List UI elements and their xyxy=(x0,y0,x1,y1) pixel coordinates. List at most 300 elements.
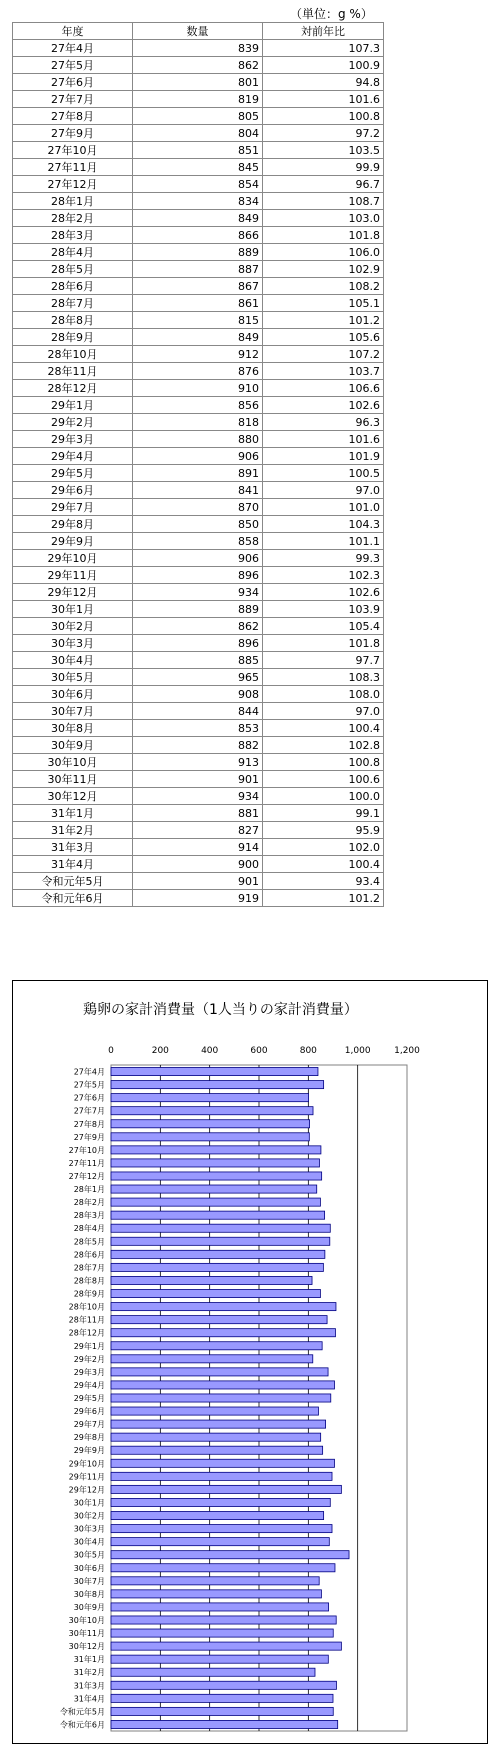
table-row xyxy=(13,499,384,516)
cell-quantity: 887 xyxy=(133,261,263,278)
cell-period: 28年10月 xyxy=(13,346,133,363)
header-quantity: 数量 xyxy=(133,23,263,40)
cell-quantity: 866 xyxy=(133,227,263,244)
cell-yoy: 101.2 xyxy=(263,890,384,907)
cell-yoy: 106.6 xyxy=(263,380,384,397)
table-row xyxy=(13,856,384,873)
table-row xyxy=(13,329,384,346)
cell-quantity: 862 xyxy=(133,57,263,74)
y-tick-label: 30年12月 xyxy=(68,1642,105,1652)
cell-quantity: 901 xyxy=(133,873,263,890)
y-tick-label: 31年1月 xyxy=(73,1655,105,1665)
cell-quantity: 965 xyxy=(133,669,263,686)
cell-yoy: 97.0 xyxy=(263,703,384,720)
y-tick-label: 30年3月 xyxy=(73,1524,105,1534)
cell-yoy: 103.7 xyxy=(263,363,384,380)
cell-period: 29年4月 xyxy=(13,448,133,465)
cell-yoy: 108.0 xyxy=(263,686,384,703)
cell-yoy: 103.0 xyxy=(263,210,384,227)
table-row xyxy=(13,839,384,856)
y-tick-label: 29年6月 xyxy=(73,1407,105,1417)
cell-quantity: 827 xyxy=(133,822,263,839)
cell-quantity: 801 xyxy=(133,74,263,91)
cell-quantity: 844 xyxy=(133,703,263,720)
cell-quantity: 889 xyxy=(133,244,263,261)
cell-yoy: 101.6 xyxy=(263,431,384,448)
bar xyxy=(111,1342,322,1350)
y-tick-label: 29年10月 xyxy=(68,1459,105,1469)
y-tick-label: 27年11月 xyxy=(68,1158,105,1168)
bar xyxy=(111,1498,330,1506)
table-row xyxy=(13,482,384,499)
x-tick-label: 400 xyxy=(201,1046,219,1056)
table-row xyxy=(13,516,384,533)
y-tick-label: 29年12月 xyxy=(68,1485,105,1495)
cell-period: 29年6月 xyxy=(13,482,133,499)
table-row xyxy=(13,890,384,907)
cell-period: 29年9月 xyxy=(13,533,133,550)
cell-yoy: 102.6 xyxy=(263,584,384,601)
cell-quantity: 896 xyxy=(133,567,263,584)
cell-quantity: 853 xyxy=(133,720,263,737)
table-row xyxy=(13,822,384,839)
cell-quantity: 906 xyxy=(133,550,263,567)
y-tick-label: 30年6月 xyxy=(73,1563,105,1573)
cell-yoy: 101.2 xyxy=(263,312,384,329)
cell-period: 27年4月 xyxy=(13,40,133,57)
bar xyxy=(111,1263,323,1271)
bar xyxy=(111,1538,329,1546)
table-header-row xyxy=(13,23,384,40)
bar xyxy=(111,1525,332,1533)
cell-period: 27年12月 xyxy=(13,176,133,193)
cell-quantity: 934 xyxy=(133,584,263,601)
bar xyxy=(111,1133,309,1141)
cell-quantity: 819 xyxy=(133,91,263,108)
cell-quantity: 901 xyxy=(133,771,263,788)
cell-quantity: 882 xyxy=(133,737,263,754)
cell-period: 28年9月 xyxy=(13,329,133,346)
cell-period: 27年6月 xyxy=(13,74,133,91)
bar xyxy=(111,1289,320,1297)
cell-yoy: 104.3 xyxy=(263,516,384,533)
cell-period: 28年5月 xyxy=(13,261,133,278)
cell-quantity: 849 xyxy=(133,329,263,346)
y-tick-label: 29年2月 xyxy=(73,1354,105,1364)
table-row xyxy=(13,788,384,805)
cell-period: 30年1月 xyxy=(13,601,133,618)
y-tick-label: 29年1月 xyxy=(73,1341,105,1351)
y-tick-label: 30年2月 xyxy=(73,1511,105,1521)
bar xyxy=(111,1511,324,1519)
cell-yoy: 101.1 xyxy=(263,533,384,550)
bar xyxy=(111,1316,327,1324)
bar xyxy=(111,1146,321,1154)
bar xyxy=(111,1603,329,1611)
cell-period: 令和元年6月 xyxy=(13,890,133,907)
cell-quantity: 856 xyxy=(133,397,263,414)
cell-quantity: 845 xyxy=(133,159,263,176)
table-row xyxy=(13,210,384,227)
table-row xyxy=(13,57,384,74)
bar xyxy=(111,1237,330,1245)
y-tick-label: 28年8月 xyxy=(73,1276,105,1286)
cell-period: 30年3月 xyxy=(13,635,133,652)
table-row xyxy=(13,125,384,142)
cell-quantity: 815 xyxy=(133,312,263,329)
cell-yoy: 106.0 xyxy=(263,244,384,261)
cell-period: 31年3月 xyxy=(13,839,133,856)
bar xyxy=(111,1094,309,1102)
bar xyxy=(111,1681,336,1689)
cell-quantity: 906 xyxy=(133,448,263,465)
table-row xyxy=(13,686,384,703)
consumption-table xyxy=(12,22,384,907)
y-tick-label: 28年11月 xyxy=(68,1315,105,1325)
y-tick-label: 28年4月 xyxy=(73,1224,105,1234)
y-tick-label: 31年2月 xyxy=(73,1668,105,1678)
cell-quantity: 919 xyxy=(133,890,263,907)
y-tick-label: 30年9月 xyxy=(73,1602,105,1612)
cell-quantity: 834 xyxy=(133,193,263,210)
bar xyxy=(111,1446,323,1454)
header-yoy: 対前年比 xyxy=(263,23,384,40)
bar xyxy=(111,1642,341,1650)
bar xyxy=(111,1629,333,1637)
table-row xyxy=(13,601,384,618)
bar xyxy=(111,1720,338,1728)
cell-quantity: 912 xyxy=(133,346,263,363)
cell-period: 27年11月 xyxy=(13,159,133,176)
bar xyxy=(111,1394,331,1402)
cell-period: 30年8月 xyxy=(13,720,133,737)
cell-quantity: 880 xyxy=(133,431,263,448)
cell-quantity: 862 xyxy=(133,618,263,635)
x-tick-label: 800 xyxy=(299,1046,317,1056)
cell-yoy: 100.8 xyxy=(263,754,384,771)
cell-yoy: 102.3 xyxy=(263,567,384,584)
table-row xyxy=(13,227,384,244)
table-row xyxy=(13,397,384,414)
table-row xyxy=(13,737,384,754)
cell-yoy: 100.9 xyxy=(263,57,384,74)
y-tick-label: 30年4月 xyxy=(73,1537,105,1547)
cell-yoy: 97.0 xyxy=(263,482,384,499)
cell-period: 29年1月 xyxy=(13,397,133,414)
cell-quantity: 876 xyxy=(133,363,263,380)
table-row xyxy=(13,635,384,652)
table-row xyxy=(13,533,384,550)
cell-period: 29年11月 xyxy=(13,567,133,584)
cell-yoy: 100.6 xyxy=(263,771,384,788)
cell-quantity: 839 xyxy=(133,40,263,57)
cell-period: 30年9月 xyxy=(13,737,133,754)
cell-period: 27年8月 xyxy=(13,108,133,125)
bar xyxy=(111,1485,341,1493)
x-tick-label: 1,200 xyxy=(394,1046,420,1056)
table-row xyxy=(13,720,384,737)
y-tick-label: 27年7月 xyxy=(73,1106,105,1116)
cell-period: 30年6月 xyxy=(13,686,133,703)
bar xyxy=(111,1185,317,1193)
cell-period: 28年8月 xyxy=(13,312,133,329)
bar xyxy=(111,1067,318,1075)
cell-yoy: 97.2 xyxy=(263,125,384,142)
cell-period: 30年2月 xyxy=(13,618,133,635)
table-row xyxy=(13,584,384,601)
y-tick-label: 28年10月 xyxy=(68,1302,105,1312)
y-tick-label: 28年1月 xyxy=(73,1185,105,1195)
cell-period: 28年11月 xyxy=(13,363,133,380)
table-row xyxy=(13,193,384,210)
table-row xyxy=(13,74,384,91)
bar xyxy=(111,1381,334,1389)
cell-quantity: 861 xyxy=(133,295,263,312)
x-tick-label: 200 xyxy=(151,1046,169,1056)
y-tick-label: 29年8月 xyxy=(73,1433,105,1443)
cell-yoy: 101.6 xyxy=(263,91,384,108)
cell-yoy: 100.5 xyxy=(263,465,384,482)
bar-chart xyxy=(13,981,489,1745)
cell-period: 28年3月 xyxy=(13,227,133,244)
cell-period: 29年3月 xyxy=(13,431,133,448)
cell-yoy: 97.7 xyxy=(263,652,384,669)
cell-yoy: 107.3 xyxy=(263,40,384,57)
table-row xyxy=(13,669,384,686)
cell-yoy: 105.6 xyxy=(263,329,384,346)
y-tick-label: 令和元年5月 xyxy=(59,1707,105,1717)
bar xyxy=(111,1655,328,1663)
cell-yoy: 102.9 xyxy=(263,261,384,278)
bar xyxy=(111,1355,313,1363)
y-tick-label: 28年5月 xyxy=(73,1237,105,1247)
table-row xyxy=(13,91,384,108)
cell-quantity: 910 xyxy=(133,380,263,397)
cell-quantity: 818 xyxy=(133,414,263,431)
y-tick-label: 30年1月 xyxy=(73,1498,105,1508)
table-row xyxy=(13,703,384,720)
cell-quantity: 804 xyxy=(133,125,263,142)
y-tick-label: 30年10月 xyxy=(68,1616,105,1625)
bar xyxy=(111,1120,310,1128)
cell-quantity: 849 xyxy=(133,210,263,227)
cell-period: 30年4月 xyxy=(13,652,133,669)
bar xyxy=(111,1329,335,1337)
cell-yoy: 105.1 xyxy=(263,295,384,312)
bar xyxy=(111,1407,318,1415)
y-tick-label: 29年9月 xyxy=(73,1446,105,1456)
bar xyxy=(111,1420,326,1428)
cell-period: 28年2月 xyxy=(13,210,133,227)
bar xyxy=(111,1590,321,1598)
y-tick-label: 29年11月 xyxy=(68,1472,105,1482)
cell-yoy: 96.3 xyxy=(263,414,384,431)
x-tick-label: 600 xyxy=(250,1046,268,1056)
cell-period: 30年5月 xyxy=(13,669,133,686)
cell-quantity: 891 xyxy=(133,465,263,482)
cell-period: 31年2月 xyxy=(13,822,133,839)
bar xyxy=(111,1459,334,1467)
y-tick-label: 28年12月 xyxy=(68,1328,105,1338)
cell-period: 27年5月 xyxy=(13,57,133,74)
y-tick-label: 30年5月 xyxy=(73,1550,105,1560)
y-tick-label: 28年7月 xyxy=(73,1263,105,1273)
bar xyxy=(111,1250,325,1258)
cell-quantity: 900 xyxy=(133,856,263,873)
bar xyxy=(111,1159,319,1167)
cell-quantity: 881 xyxy=(133,805,263,822)
cell-period: 29年5月 xyxy=(13,465,133,482)
y-tick-label: 27年8月 xyxy=(73,1119,105,1129)
cell-yoy: 108.3 xyxy=(263,669,384,686)
cell-yoy: 100.4 xyxy=(263,856,384,873)
cell-yoy: 101.0 xyxy=(263,499,384,516)
bar xyxy=(111,1211,325,1219)
table-row xyxy=(13,550,384,567)
cell-period: 27年10月 xyxy=(13,142,133,159)
cell-quantity: 889 xyxy=(133,601,263,618)
table-row xyxy=(13,244,384,261)
cell-yoy: 102.8 xyxy=(263,737,384,754)
table-row xyxy=(13,295,384,312)
cell-quantity: 908 xyxy=(133,686,263,703)
cell-period: 27年9月 xyxy=(13,125,133,142)
cell-period: 31年1月 xyxy=(13,805,133,822)
cell-quantity: 867 xyxy=(133,278,263,295)
y-tick-label: 30年11月 xyxy=(68,1629,105,1639)
table-row xyxy=(13,261,384,278)
header-period: 年度 xyxy=(13,23,133,40)
table-row xyxy=(13,448,384,465)
y-tick-label: 29年7月 xyxy=(73,1420,105,1430)
cell-quantity: 854 xyxy=(133,176,263,193)
y-tick-label: 27年12月 xyxy=(68,1172,105,1181)
y-tick-label: 31年3月 xyxy=(73,1681,105,1691)
cell-period: 30年11月 xyxy=(13,771,133,788)
y-tick-label: 28年3月 xyxy=(73,1211,105,1221)
cell-quantity: 934 xyxy=(133,788,263,805)
bar xyxy=(111,1224,330,1232)
cell-yoy: 108.7 xyxy=(263,193,384,210)
table-row xyxy=(13,873,384,890)
cell-period: 28年12月 xyxy=(13,380,133,397)
bar xyxy=(111,1081,324,1089)
cell-yoy: 95.9 xyxy=(263,822,384,839)
x-tick-label: 1,000 xyxy=(344,1046,371,1056)
cell-quantity: 850 xyxy=(133,516,263,533)
table-row xyxy=(13,431,384,448)
y-tick-label: 27年9月 xyxy=(73,1132,105,1142)
cell-period: 28年1月 xyxy=(13,193,133,210)
bar xyxy=(111,1433,321,1441)
cell-yoy: 105.4 xyxy=(263,618,384,635)
y-tick-label: 30年8月 xyxy=(73,1589,105,1599)
bar xyxy=(111,1668,315,1676)
table-row xyxy=(13,805,384,822)
cell-yoy: 100.4 xyxy=(263,720,384,737)
cell-period: 30年7月 xyxy=(13,703,133,720)
cell-quantity: 913 xyxy=(133,754,263,771)
y-tick-label: 30年7月 xyxy=(73,1576,105,1586)
chart-title: 鶏卵の家計消費量（1人当りの家計消費量） xyxy=(83,1002,358,1018)
cell-period: 30年12月 xyxy=(13,788,133,805)
bar xyxy=(111,1472,332,1480)
y-tick-label: 31年4月 xyxy=(73,1694,105,1704)
cell-quantity: 885 xyxy=(133,652,263,669)
cell-quantity: 841 xyxy=(133,482,263,499)
table-row xyxy=(13,652,384,669)
cell-yoy: 102.6 xyxy=(263,397,384,414)
bar xyxy=(111,1368,328,1376)
cell-period: 29年8月 xyxy=(13,516,133,533)
cell-period: 28年4月 xyxy=(13,244,133,261)
bar xyxy=(111,1107,313,1115)
table-row xyxy=(13,40,384,57)
cell-yoy: 100.0 xyxy=(263,788,384,805)
cell-yoy: 103.5 xyxy=(263,142,384,159)
cell-quantity: 851 xyxy=(133,142,263,159)
y-tick-label: 27年5月 xyxy=(73,1080,105,1090)
y-tick-label: 28年9月 xyxy=(73,1289,105,1299)
bar xyxy=(111,1303,336,1311)
cell-period: 31年4月 xyxy=(13,856,133,873)
cell-quantity: 896 xyxy=(133,635,263,652)
cell-yoy: 93.4 xyxy=(263,873,384,890)
y-tick-label: 27年4月 xyxy=(73,1067,105,1077)
table-row xyxy=(13,176,384,193)
cell-yoy: 99.9 xyxy=(263,159,384,176)
y-tick-label: 29年4月 xyxy=(73,1380,105,1390)
cell-yoy: 94.8 xyxy=(263,74,384,91)
table-row xyxy=(13,142,384,159)
cell-period: 28年7月 xyxy=(13,295,133,312)
cell-quantity: 870 xyxy=(133,499,263,516)
y-tick-label: 28年2月 xyxy=(73,1198,105,1208)
bar xyxy=(111,1707,333,1715)
y-tick-label: 28年6月 xyxy=(73,1250,105,1260)
cell-yoy: 99.1 xyxy=(263,805,384,822)
cell-period: 30年10月 xyxy=(13,754,133,771)
table-row xyxy=(13,159,384,176)
cell-yoy: 108.2 xyxy=(263,278,384,295)
cell-yoy: 102.0 xyxy=(263,839,384,856)
y-tick-label: 27年10月 xyxy=(68,1145,105,1155)
cell-yoy: 101.8 xyxy=(263,227,384,244)
bar xyxy=(111,1616,336,1624)
cell-period: 令和元年5月 xyxy=(13,873,133,890)
table-row xyxy=(13,278,384,295)
bar xyxy=(111,1551,349,1559)
cell-period: 29年7月 xyxy=(13,499,133,516)
y-tick-label: 29年3月 xyxy=(73,1367,105,1377)
table-row xyxy=(13,108,384,125)
table-row xyxy=(13,567,384,584)
bar xyxy=(111,1198,320,1206)
cell-quantity: 858 xyxy=(133,533,263,550)
cell-period: 29年12月 xyxy=(13,584,133,601)
y-tick-label: 29年5月 xyxy=(73,1394,105,1403)
cell-yoy: 107.2 xyxy=(263,346,384,363)
table-row xyxy=(13,346,384,363)
bar xyxy=(111,1276,312,1284)
table-row xyxy=(13,754,384,771)
chart-panel xyxy=(12,980,488,1744)
cell-yoy: 103.9 xyxy=(263,601,384,618)
cell-yoy: 100.8 xyxy=(263,108,384,125)
table-row xyxy=(13,465,384,482)
table-row xyxy=(13,618,384,635)
table-row xyxy=(13,380,384,397)
